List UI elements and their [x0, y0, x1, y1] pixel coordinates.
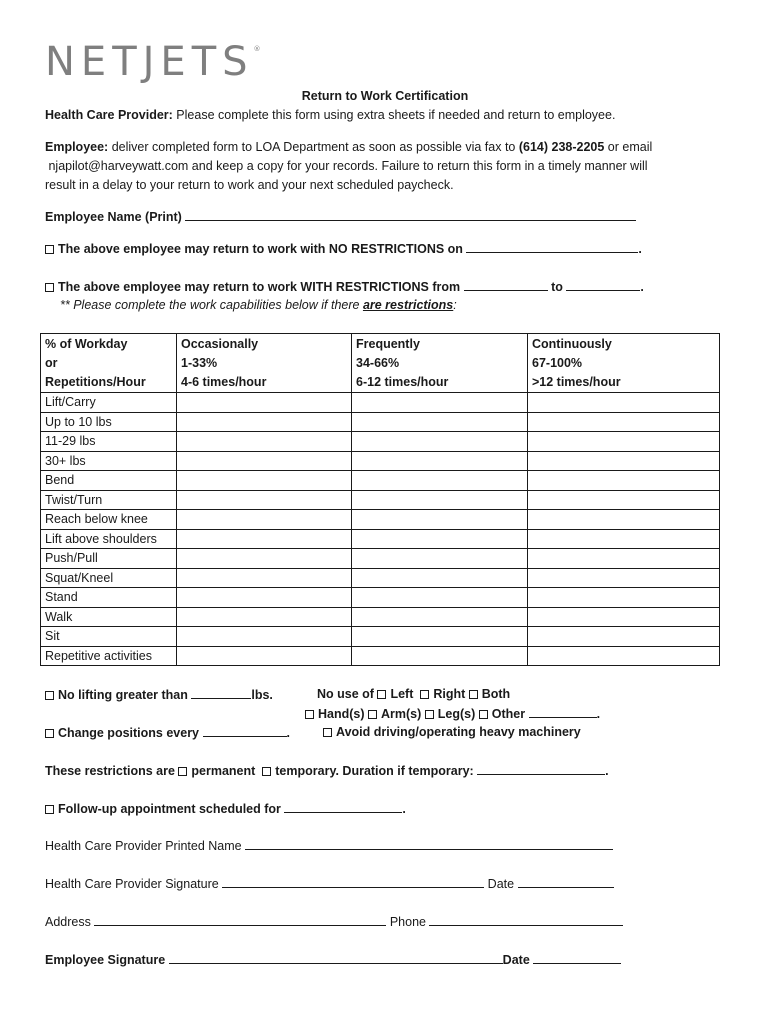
hcp-name-field[interactable] — [245, 838, 613, 850]
row-label: Twist/Turn — [41, 490, 177, 510]
hands-checkbox[interactable] — [305, 710, 314, 719]
row-label: Push/Pull — [41, 549, 177, 569]
continuously-cell[interactable] — [528, 568, 720, 588]
continuously-cell[interactable] — [528, 510, 720, 530]
continuously-cell[interactable] — [528, 451, 720, 471]
employee-instructions-1: Employee: deliver completed form to LOA Department as soon as possible via fax to (614) 238-2205 or email — [45, 140, 653, 154]
continuously-cell[interactable] — [528, 529, 720, 549]
row-label: Lift above shoulders — [41, 529, 177, 549]
row-label: Lift/Carry — [41, 393, 177, 413]
frequently-cell[interactable] — [352, 529, 528, 549]
table-row — [41, 529, 720, 549]
frequently-cell[interactable] — [352, 451, 528, 471]
restrictions-to-field[interactable] — [566, 279, 640, 291]
occasionally-cell[interactable] — [177, 471, 352, 491]
occasionally-cell[interactable] — [177, 646, 352, 666]
row-label: Walk — [41, 607, 177, 627]
occasionally-cell[interactable] — [177, 529, 352, 549]
occasionally-cell[interactable] — [177, 607, 352, 627]
arms-checkbox[interactable] — [368, 710, 377, 719]
continuously-cell[interactable] — [528, 646, 720, 666]
table-row — [41, 646, 720, 666]
hcp-date-field[interactable] — [518, 876, 614, 888]
table-row — [41, 471, 720, 491]
row-label: Bend — [41, 471, 177, 491]
header-occasionally: Occasionally 1-33% 4-6 times/hour — [177, 334, 352, 393]
table-header-row — [41, 334, 720, 393]
header-workday: % of Workday or Repetitions/Hour — [41, 334, 177, 393]
row-label: Squat/Kneel — [41, 568, 177, 588]
table-row — [41, 627, 720, 647]
frequently-cell[interactable] — [352, 568, 528, 588]
row-label: Reach below knee — [41, 510, 177, 530]
no-restrictions-checkbox[interactable] — [45, 245, 54, 254]
employee-date-field[interactable] — [533, 952, 621, 964]
hcp-signature-row: Health Care Provider Signature Date — [45, 876, 614, 891]
frequently-cell[interactable] — [352, 471, 528, 491]
row-label: 11-29 lbs — [41, 432, 177, 452]
employee-signature-field[interactable] — [169, 952, 503, 964]
table-row — [41, 607, 720, 627]
restrictions-note: ** Please complete the work capabilities below if there are restrictions: — [60, 298, 457, 312]
avoid-driving-row: Avoid driving/operating heavy machinery — [323, 725, 581, 739]
right-checkbox[interactable] — [420, 690, 429, 699]
no-use-row: No use of Left Right Both — [317, 687, 511, 701]
occasionally-cell[interactable] — [177, 588, 352, 608]
hcp-name-row: Health Care Provider Printed Name — [45, 838, 613, 853]
phone-field[interactable] — [429, 914, 623, 926]
frequently-cell[interactable] — [352, 627, 528, 647]
continuously-cell[interactable] — [528, 432, 720, 452]
row-label: Repetitive activities — [41, 646, 177, 666]
header-continuously: Continuously 67-100% >12 times/hour — [528, 334, 720, 393]
table-row — [41, 451, 720, 471]
address-row: Address Phone — [45, 914, 623, 929]
frequently-cell[interactable] — [352, 432, 528, 452]
frequently-cell[interactable] — [352, 412, 528, 432]
no-restrictions-date-field[interactable] — [466, 241, 638, 253]
hcp-signature-field[interactable] — [222, 876, 484, 888]
occasionally-cell[interactable] — [177, 451, 352, 471]
with-restrictions-row: The above employee may return to work WITH RESTRICTIONS from to . — [45, 279, 644, 294]
occasionally-cell[interactable] — [177, 490, 352, 510]
occasionally-cell[interactable] — [177, 412, 352, 432]
with-restrictions-checkbox[interactable] — [45, 283, 54, 292]
frequently-cell[interactable] — [352, 549, 528, 569]
followup-date-field[interactable] — [284, 801, 402, 813]
other-checkbox[interactable] — [479, 710, 488, 719]
table-row — [41, 412, 720, 432]
table-row — [41, 510, 720, 530]
occasionally-cell[interactable] — [177, 627, 352, 647]
left-checkbox[interactable] — [377, 690, 386, 699]
change-positions-checkbox[interactable] — [45, 729, 54, 738]
continuously-cell[interactable] — [528, 412, 720, 432]
no-lifting-checkbox[interactable] — [45, 691, 54, 700]
change-positions-field[interactable] — [203, 725, 287, 737]
employee-instructions-3: result in a delay to your return to work and your next scheduled paycheck. — [45, 178, 454, 192]
continuously-cell[interactable] — [528, 471, 720, 491]
table-row — [41, 568, 720, 588]
duration-field[interactable] — [477, 763, 605, 775]
header-frequently: Frequently 34-66% 6-12 times/hour — [352, 334, 528, 393]
avoid-driving-checkbox[interactable] — [323, 728, 332, 737]
continuously-cell[interactable] — [528, 549, 720, 569]
continuously-cell[interactable] — [528, 627, 720, 647]
table-row — [41, 393, 720, 413]
frequently-cell[interactable] — [352, 588, 528, 608]
no-lifting-row: No lifting greater than lbs. — [45, 687, 273, 702]
change-positions-row: Change positions every . — [45, 725, 290, 740]
occasionally-cell[interactable] — [177, 510, 352, 530]
row-label: 30+ lbs — [41, 451, 177, 471]
row-label: Up to 10 lbs — [41, 412, 177, 432]
employee-instructions-2: njapilot@harveywatt.com and keep a copy for your records. Failure to return this form in a timely manner will — [48, 159, 648, 173]
no-restrictions-row: The above employee may return to work with NO RESTRICTIONS on . — [45, 241, 642, 256]
frequently-cell[interactable] — [352, 510, 528, 530]
table-row — [41, 490, 720, 510]
registered-mark: ® — [253, 45, 261, 53]
provider-instructions: Health Care Provider: Please complete this form using extra sheets if needed and return to employee. — [45, 108, 616, 122]
address-field[interactable] — [94, 914, 386, 926]
frequently-cell[interactable] — [352, 393, 528, 413]
temporary-checkbox[interactable] — [262, 767, 271, 776]
no-lifting-lbs-field[interactable] — [191, 687, 251, 699]
frequently-cell[interactable] — [352, 646, 528, 666]
continuously-cell[interactable] — [528, 393, 720, 413]
employee-name-field[interactable] — [185, 209, 636, 221]
other-field[interactable] — [529, 706, 597, 718]
frequently-cell[interactable] — [352, 490, 528, 510]
employee-signature-row: Employee Signature Date — [45, 952, 621, 967]
work-capabilities-table — [40, 333, 720, 666]
netjets-logo: NETJETS® — [45, 39, 261, 85]
row-label: Sit — [41, 627, 177, 647]
legs-checkbox[interactable] — [425, 710, 434, 719]
table-row — [41, 432, 720, 452]
email-address: njapilot@harveywatt.com — [48, 159, 189, 173]
followup-row: Follow-up appointment scheduled for . — [45, 801, 406, 816]
continuously-cell[interactable] — [528, 607, 720, 627]
form-title: Return to Work Certification — [301, 89, 469, 103]
occasionally-cell[interactable] — [177, 393, 352, 413]
table-row — [41, 588, 720, 608]
occasionally-cell[interactable] — [177, 549, 352, 569]
body-part-row: Hand(s) Arm(s) Leg(s) Other . — [305, 706, 600, 721]
occasionally-cell[interactable] — [177, 432, 352, 452]
restrictions-duration-row: These restrictions are permanent temporary. Duration if temporary: . — [45, 764, 609, 778]
table-row — [41, 549, 720, 569]
both-checkbox[interactable] — [469, 690, 478, 699]
permanent-checkbox[interactable] — [178, 767, 187, 776]
restrictions-from-field[interactable] — [464, 279, 548, 291]
occasionally-cell[interactable] — [177, 568, 352, 588]
continuously-cell[interactable] — [528, 588, 720, 608]
followup-checkbox[interactable] — [45, 805, 54, 814]
employee-name-row: Employee Name (Print) — [45, 209, 636, 224]
continuously-cell[interactable] — [528, 490, 720, 510]
row-label: Stand — [41, 588, 177, 608]
frequently-cell[interactable] — [352, 607, 528, 627]
